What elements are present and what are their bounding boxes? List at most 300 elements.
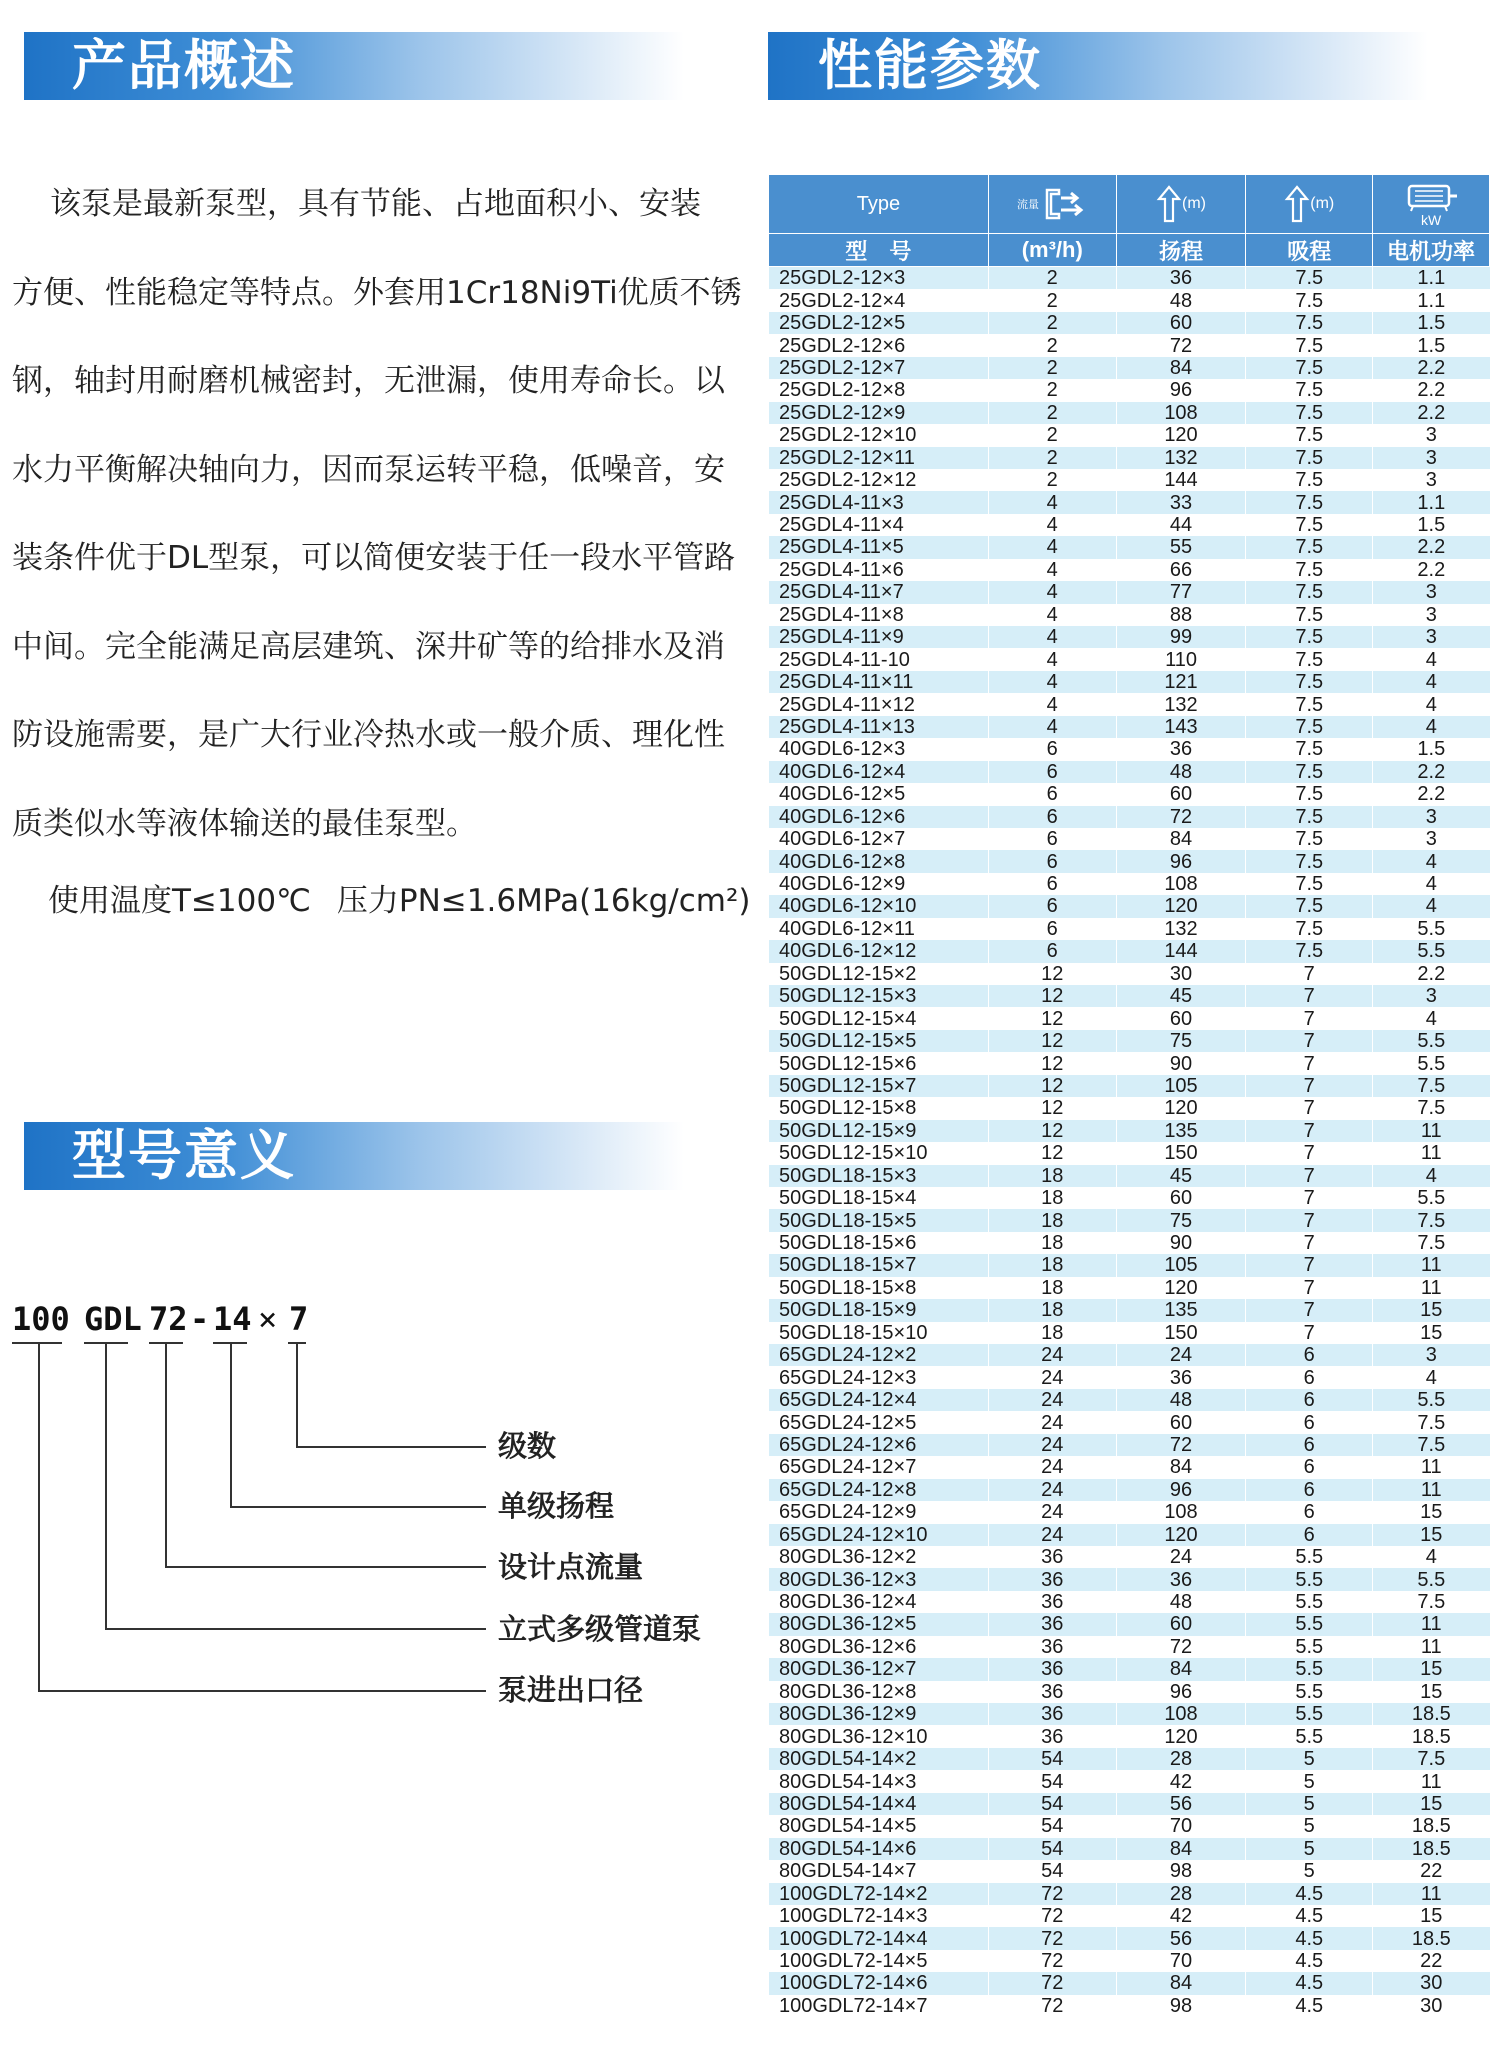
table-row — [769, 1927, 1490, 1949]
table-row — [769, 1815, 1490, 1837]
table-row — [769, 873, 1490, 895]
cell-flow: 2 — [988, 267, 1116, 290]
cell-power: 3 — [1373, 626, 1490, 648]
cell-model: 65GDL24-12×9 — [769, 1501, 989, 1523]
cell-flow: 36 — [988, 1725, 1116, 1747]
cell-flow: 18 — [988, 1187, 1116, 1209]
cell-flow: 36 — [988, 1591, 1116, 1613]
table-row — [769, 1299, 1490, 1321]
power-col-header: 电机功率 — [1373, 234, 1490, 267]
cell-flow: 72 — [988, 1905, 1116, 1927]
table-row — [769, 1322, 1490, 1344]
code-dash: - — [190, 1300, 210, 1338]
table-row — [769, 1344, 1490, 1366]
cell-suction: 5 — [1246, 1860, 1373, 1882]
cell-model: 100GDL72-14×3 — [769, 1905, 989, 1927]
cell-power: 5.5 — [1373, 918, 1490, 940]
cell-suction: 5.5 — [1246, 1613, 1373, 1635]
description-line: 方便、性能稳定等特点。外套用1Cr18Ni9Ti优质不锈 — [12, 274, 742, 311]
cell-flow: 6 — [988, 850, 1116, 872]
cell-flow: 18 — [988, 1299, 1116, 1321]
cell-suction: 7.5 — [1246, 379, 1373, 401]
cell-model: 100GDL72-14×6 — [769, 1972, 989, 1994]
cell-model: 25GDL4-11×11 — [769, 671, 989, 693]
cell-flow: 54 — [988, 1860, 1116, 1882]
cell-power: 18.5 — [1373, 1838, 1490, 1860]
cell-power: 15 — [1373, 1322, 1490, 1344]
cell-power: 3 — [1373, 604, 1490, 626]
cell-model: 40GDL6-12×6 — [769, 806, 989, 828]
motor-icon — [1403, 183, 1459, 213]
table-row — [769, 402, 1490, 424]
cell-suction: 7.5 — [1246, 604, 1373, 626]
table-row — [769, 469, 1490, 491]
table-row — [769, 895, 1490, 917]
cell-flow: 6 — [988, 738, 1116, 760]
cell-suction: 4.5 — [1246, 1972, 1373, 1994]
cell-suction: 7 — [1246, 985, 1373, 1007]
cell-flow: 4 — [988, 514, 1116, 536]
temperature-spec: 使用温度T≤100℃ — [48, 883, 311, 919]
cell-head: 108 — [1116, 1703, 1246, 1725]
table-row — [769, 671, 1490, 693]
cell-suction: 6 — [1246, 1366, 1373, 1388]
cell-head: 96 — [1116, 1681, 1246, 1703]
suction-arrow-icon — [1284, 185, 1310, 223]
cell-power: 15 — [1373, 1905, 1490, 1927]
cell-flow: 4 — [988, 626, 1116, 648]
cell-model: 65GDL24-12×7 — [769, 1456, 989, 1478]
cell-head: 105 — [1116, 1254, 1246, 1276]
table-row — [769, 1568, 1490, 1590]
cell-head: 72 — [1116, 1434, 1246, 1456]
cell-model: 50GDL12-15×8 — [769, 1097, 989, 1119]
cell-flow: 24 — [988, 1366, 1116, 1388]
cell-power: 7.5 — [1373, 1411, 1490, 1433]
table-row — [769, 1905, 1490, 1927]
cell-power: 18.5 — [1373, 1815, 1490, 1837]
table-row — [769, 626, 1490, 648]
table-row — [769, 491, 1490, 513]
cell-power: 2.2 — [1373, 783, 1490, 805]
cell-head: 144 — [1116, 469, 1246, 491]
cell-flow: 4 — [988, 581, 1116, 603]
cell-model: 80GDL36-12×4 — [769, 1591, 989, 1613]
flow-header — [988, 175, 1116, 234]
table-row — [769, 1097, 1490, 1119]
cell-power: 1.5 — [1373, 334, 1490, 356]
cell-model: 65GDL24-12×2 — [769, 1344, 989, 1366]
cell-head: 33 — [1116, 491, 1246, 513]
description-line: 该泵是最新泵型，具有节能、占地面积小、安装 — [50, 186, 701, 222]
description-line: 防设施需要，是广大行业冷热水或一般介质、理化性 — [12, 717, 725, 753]
cell-model: 40GDL6-12×12 — [769, 940, 989, 962]
leader-stages — [296, 1446, 486, 1448]
cell-head: 84 — [1116, 828, 1246, 850]
cell-flow: 36 — [988, 1546, 1116, 1568]
cell-model: 25GDL2-12×7 — [769, 357, 989, 379]
cell-flow: 72 — [988, 1927, 1116, 1949]
table-row — [769, 312, 1490, 334]
cell-flow: 24 — [988, 1389, 1116, 1411]
cell-model: 25GDL4-11×12 — [769, 693, 989, 715]
cell-flow: 6 — [988, 873, 1116, 895]
cell-power: 11 — [1373, 1770, 1490, 1792]
table-row — [769, 604, 1490, 626]
table-row — [769, 1546, 1490, 1568]
cell-model: 80GDL54-14×7 — [769, 1860, 989, 1882]
cell-model: 25GDL2-12×4 — [769, 289, 989, 311]
cell-model: 25GDL4-11×6 — [769, 559, 989, 581]
table-row — [769, 1075, 1490, 1097]
cell-flow: 24 — [988, 1524, 1116, 1546]
table-row — [769, 1995, 1490, 2017]
cell-suction: 7 — [1246, 963, 1373, 985]
table-row — [769, 1120, 1490, 1142]
cell-suction: 7.5 — [1246, 581, 1373, 603]
cell-head: 84 — [1116, 1838, 1246, 1860]
cell-model: 65GDL24-12×5 — [769, 1411, 989, 1433]
cell-power: 7.5 — [1373, 1075, 1490, 1097]
cell-suction: 7 — [1246, 1209, 1373, 1231]
cell-power: 1.1 — [1373, 491, 1490, 513]
cell-power: 2.2 — [1373, 761, 1490, 783]
cell-suction: 7.5 — [1246, 357, 1373, 379]
cell-power: 4 — [1373, 1007, 1490, 1029]
code-head: 14 — [213, 1300, 252, 1338]
cell-flow: 18 — [988, 1254, 1116, 1276]
cell-power: 18.5 — [1373, 1703, 1490, 1725]
cell-suction: 4.5 — [1246, 1905, 1373, 1927]
cell-power: 3 — [1373, 985, 1490, 1007]
description-line: 中间。完全能满足高层建筑、深井矿等的给排水及消 — [12, 628, 725, 665]
cell-head: 45 — [1116, 985, 1246, 1007]
leader-flow — [165, 1566, 486, 1568]
performance-title: 性能参数 — [818, 34, 1042, 97]
cell-flow: 54 — [988, 1793, 1116, 1815]
table-row — [769, 334, 1490, 356]
table-row — [769, 357, 1490, 379]
table-row — [769, 1165, 1490, 1187]
cell-model: 25GDL2-12×3 — [769, 267, 989, 290]
cell-model: 80GDL36-12×2 — [769, 1546, 989, 1568]
table-row — [769, 581, 1490, 603]
cell-suction: 7 — [1246, 1120, 1373, 1142]
cell-model: 80GDL36-12×8 — [769, 1681, 989, 1703]
table-row — [769, 738, 1490, 760]
table-row — [769, 1411, 1490, 1433]
code-series: GDL — [84, 1300, 142, 1338]
cell-flow: 2 — [988, 357, 1116, 379]
cell-power: 3 — [1373, 806, 1490, 828]
cell-head: 36 — [1116, 738, 1246, 760]
table-row — [769, 514, 1490, 536]
cell-head: 88 — [1116, 604, 1246, 626]
cell-head: 90 — [1116, 1232, 1246, 1254]
legend-head: 单级扬程 — [498, 1489, 615, 1523]
cell-head: 48 — [1116, 761, 1246, 783]
cell-model: 50GDL12-15×5 — [769, 1030, 989, 1052]
cell-power: 11 — [1373, 1636, 1490, 1658]
cell-head: 45 — [1116, 1165, 1246, 1187]
cell-flow: 72 — [988, 1883, 1116, 1905]
table-row — [769, 424, 1490, 446]
cell-flow: 6 — [988, 806, 1116, 828]
cell-power: 4 — [1373, 693, 1490, 715]
cell-model: 40GDL6-12×3 — [769, 738, 989, 760]
cell-suction: 7.5 — [1246, 828, 1373, 850]
cell-head: 42 — [1116, 1905, 1246, 1927]
table-row — [769, 1748, 1490, 1770]
cell-head: 144 — [1116, 940, 1246, 962]
table-row — [769, 1209, 1490, 1231]
cell-suction: 7.5 — [1246, 402, 1373, 424]
cell-model: 25GDL4-11×13 — [769, 716, 989, 738]
cell-flow: 6 — [988, 761, 1116, 783]
cell-flow: 36 — [988, 1613, 1116, 1635]
cell-suction: 5 — [1246, 1770, 1373, 1792]
cell-power: 3 — [1373, 469, 1490, 491]
table-row — [769, 1479, 1490, 1501]
cell-head: 120 — [1116, 1524, 1246, 1546]
cell-suction: 7.5 — [1246, 424, 1373, 446]
code-flow: 72 — [149, 1300, 188, 1338]
cell-suction: 7 — [1246, 1187, 1373, 1209]
cell-flow: 4 — [988, 693, 1116, 715]
cell-flow: 36 — [988, 1703, 1116, 1725]
cell-suction: 5.5 — [1246, 1591, 1373, 1613]
cell-model: 100GDL72-14×2 — [769, 1883, 989, 1905]
cell-head: 36 — [1116, 1366, 1246, 1388]
cell-model: 100GDL72-14×4 — [769, 1927, 989, 1949]
cell-model: 40GDL6-12×7 — [769, 828, 989, 850]
cell-head: 150 — [1116, 1322, 1246, 1344]
code-caliber: 100 — [12, 1300, 70, 1338]
cell-model: 40GDL6-12×11 — [769, 918, 989, 940]
cell-power: 5.5 — [1373, 1389, 1490, 1411]
overview-banner — [24, 32, 684, 100]
cell-flow: 72 — [988, 1995, 1116, 2017]
cell-model: 40GDL6-12×9 — [769, 873, 989, 895]
cell-head: 60 — [1116, 1613, 1246, 1635]
table-row — [769, 1052, 1490, 1074]
cell-flow: 24 — [988, 1479, 1116, 1501]
cell-head: 44 — [1116, 514, 1246, 536]
cell-model: 25GDL2-12×8 — [769, 379, 989, 401]
cell-power: 1.5 — [1373, 738, 1490, 760]
cell-flow: 24 — [988, 1344, 1116, 1366]
cell-model: 25GDL4-11×8 — [769, 604, 989, 626]
cell-head: 108 — [1116, 402, 1246, 424]
cell-suction: 6 — [1246, 1411, 1373, 1433]
cell-model: 50GDL18-15×7 — [769, 1254, 989, 1276]
cell-suction: 7.5 — [1246, 693, 1373, 715]
leader-series — [105, 1628, 486, 1630]
cell-suction: 7.5 — [1246, 312, 1373, 334]
cell-suction: 7 — [1246, 1007, 1373, 1029]
cell-head: 70 — [1116, 1950, 1246, 1972]
cell-power: 15 — [1373, 1658, 1490, 1680]
table-row — [769, 648, 1490, 670]
cell-power: 4 — [1373, 873, 1490, 895]
cell-suction: 5 — [1246, 1793, 1373, 1815]
table-row — [769, 1254, 1490, 1276]
cell-head: 108 — [1116, 1501, 1246, 1523]
cell-flow: 24 — [988, 1411, 1116, 1433]
cell-suction: 6 — [1246, 1456, 1373, 1478]
cell-power: 7.5 — [1373, 1748, 1490, 1770]
cell-power: 3 — [1373, 581, 1490, 603]
cell-flow: 2 — [988, 289, 1116, 311]
cell-head: 84 — [1116, 357, 1246, 379]
table-row — [769, 1658, 1490, 1680]
cell-head: 98 — [1116, 1860, 1246, 1882]
cell-model: 25GDL2-12×9 — [769, 402, 989, 424]
cell-flow: 18 — [988, 1322, 1116, 1344]
cell-power: 3 — [1373, 828, 1490, 850]
cell-model: 50GDL18-15×9 — [769, 1299, 989, 1321]
cell-model: 25GDL4-11×4 — [769, 514, 989, 536]
cell-model: 50GDL18-15×10 — [769, 1322, 989, 1344]
cell-flow: 4 — [988, 716, 1116, 738]
table-row — [769, 1860, 1490, 1882]
table-row — [769, 1030, 1490, 1052]
cell-head: 108 — [1116, 873, 1246, 895]
cell-flow: 18 — [988, 1209, 1116, 1231]
table-row — [769, 828, 1490, 850]
table-row — [769, 267, 1490, 290]
cell-model: 25GDL2-12×11 — [769, 447, 989, 469]
cell-power: 30 — [1373, 1972, 1490, 1994]
cell-model: 25GDL2-12×5 — [769, 312, 989, 334]
cell-flow: 54 — [988, 1748, 1116, 1770]
cell-head: 132 — [1116, 447, 1246, 469]
cell-suction: 7.5 — [1246, 716, 1373, 738]
table-row — [769, 1770, 1490, 1792]
table-row — [769, 806, 1490, 828]
cell-model: 65GDL24-12×3 — [769, 1366, 989, 1388]
cell-power: 3 — [1373, 447, 1490, 469]
table-row — [769, 1950, 1490, 1972]
table-row — [769, 1277, 1490, 1299]
cell-suction: 7 — [1246, 1142, 1373, 1164]
code-stages: 7 — [289, 1300, 309, 1338]
cell-flow: 2 — [988, 469, 1116, 491]
cell-flow: 24 — [988, 1501, 1116, 1523]
cell-power: 1.5 — [1373, 514, 1490, 536]
cell-power: 3 — [1373, 424, 1490, 446]
cell-suction: 7 — [1246, 1075, 1373, 1097]
cell-suction: 4.5 — [1246, 1950, 1373, 1972]
cell-power: 11 — [1373, 1277, 1490, 1299]
cell-head: 120 — [1116, 1725, 1246, 1747]
table-row — [769, 1681, 1490, 1703]
cell-flow: 12 — [988, 985, 1116, 1007]
cell-power: 4 — [1373, 716, 1490, 738]
cell-power: 4 — [1373, 1165, 1490, 1187]
model-meaning-title: 型号意义 — [72, 1124, 296, 1187]
cell-head: 84 — [1116, 1658, 1246, 1680]
cell-flow: 12 — [988, 1142, 1116, 1164]
cell-head: 96 — [1116, 379, 1246, 401]
cell-head: 60 — [1116, 1187, 1246, 1209]
table-row — [769, 1366, 1490, 1388]
cell-model: 65GDL24-12×10 — [769, 1524, 989, 1546]
cell-power: 7.5 — [1373, 1232, 1490, 1254]
cell-head: 56 — [1116, 1793, 1246, 1815]
cell-flow: 12 — [988, 1097, 1116, 1119]
cell-head: 90 — [1116, 1052, 1246, 1074]
type-header: Type — [769, 175, 989, 234]
cell-power: 1.1 — [1373, 267, 1490, 290]
connector-stages — [296, 1342, 298, 1448]
cell-suction: 7 — [1246, 1232, 1373, 1254]
cell-power: 4 — [1373, 648, 1490, 670]
cell-power: 11 — [1373, 1613, 1490, 1635]
cell-model: 80GDL36-12×5 — [769, 1613, 989, 1635]
cell-model: 50GDL18-15×8 — [769, 1277, 989, 1299]
cell-head: 60 — [1116, 312, 1246, 334]
performance-table-body — [769, 267, 1490, 2018]
cell-power: 11 — [1373, 1479, 1490, 1501]
cell-suction: 4.5 — [1246, 1927, 1373, 1949]
table-row — [769, 693, 1490, 715]
cell-model: 65GDL24-12×4 — [769, 1389, 989, 1411]
cell-model: 50GDL18-15×5 — [769, 1209, 989, 1231]
cell-model: 50GDL12-15×10 — [769, 1142, 989, 1164]
suction-header: (m) — [1246, 175, 1373, 234]
cell-suction: 5.5 — [1246, 1658, 1373, 1680]
cell-power: 5.5 — [1373, 940, 1490, 962]
cell-head: 143 — [1116, 716, 1246, 738]
cell-flow: 24 — [988, 1456, 1116, 1478]
cell-flow: 12 — [988, 1120, 1116, 1142]
cell-suction: 7.5 — [1246, 648, 1373, 670]
cell-power: 7.5 — [1373, 1591, 1490, 1613]
cell-head: 28 — [1116, 1883, 1246, 1905]
table-row — [769, 1838, 1490, 1860]
cell-power: 5.5 — [1373, 1187, 1490, 1209]
cell-power: 15 — [1373, 1793, 1490, 1815]
table-row — [769, 1972, 1490, 1994]
cell-flow: 54 — [988, 1838, 1116, 1860]
table-row — [769, 985, 1490, 1007]
cell-head: 24 — [1116, 1546, 1246, 1568]
cell-head: 77 — [1116, 581, 1246, 603]
cell-power: 2.2 — [1373, 559, 1490, 581]
cell-suction: 5.5 — [1246, 1636, 1373, 1658]
cell-flow: 2 — [988, 447, 1116, 469]
cell-power: 2.2 — [1373, 357, 1490, 379]
cell-head: 55 — [1116, 536, 1246, 558]
cell-flow: 6 — [988, 940, 1116, 962]
cell-flow: 12 — [988, 1052, 1116, 1074]
table-row — [769, 1456, 1490, 1478]
cell-head: 84 — [1116, 1456, 1246, 1478]
cell-flow: 4 — [988, 671, 1116, 693]
cell-suction: 5 — [1246, 1838, 1373, 1860]
cell-suction: 7.5 — [1246, 267, 1373, 290]
cell-model: 80GDL36-12×3 — [769, 1568, 989, 1590]
table-row — [769, 1389, 1490, 1411]
cell-head: 72 — [1116, 1636, 1246, 1658]
cell-suction: 7.5 — [1246, 334, 1373, 356]
cell-model: 50GDL12-15×9 — [769, 1120, 989, 1142]
cell-model: 40GDL6-12×10 — [769, 895, 989, 917]
cell-model: 80GDL36-12×6 — [769, 1636, 989, 1658]
cell-power: 22 — [1373, 1860, 1490, 1882]
cell-model: 50GDL12-15×3 — [769, 985, 989, 1007]
